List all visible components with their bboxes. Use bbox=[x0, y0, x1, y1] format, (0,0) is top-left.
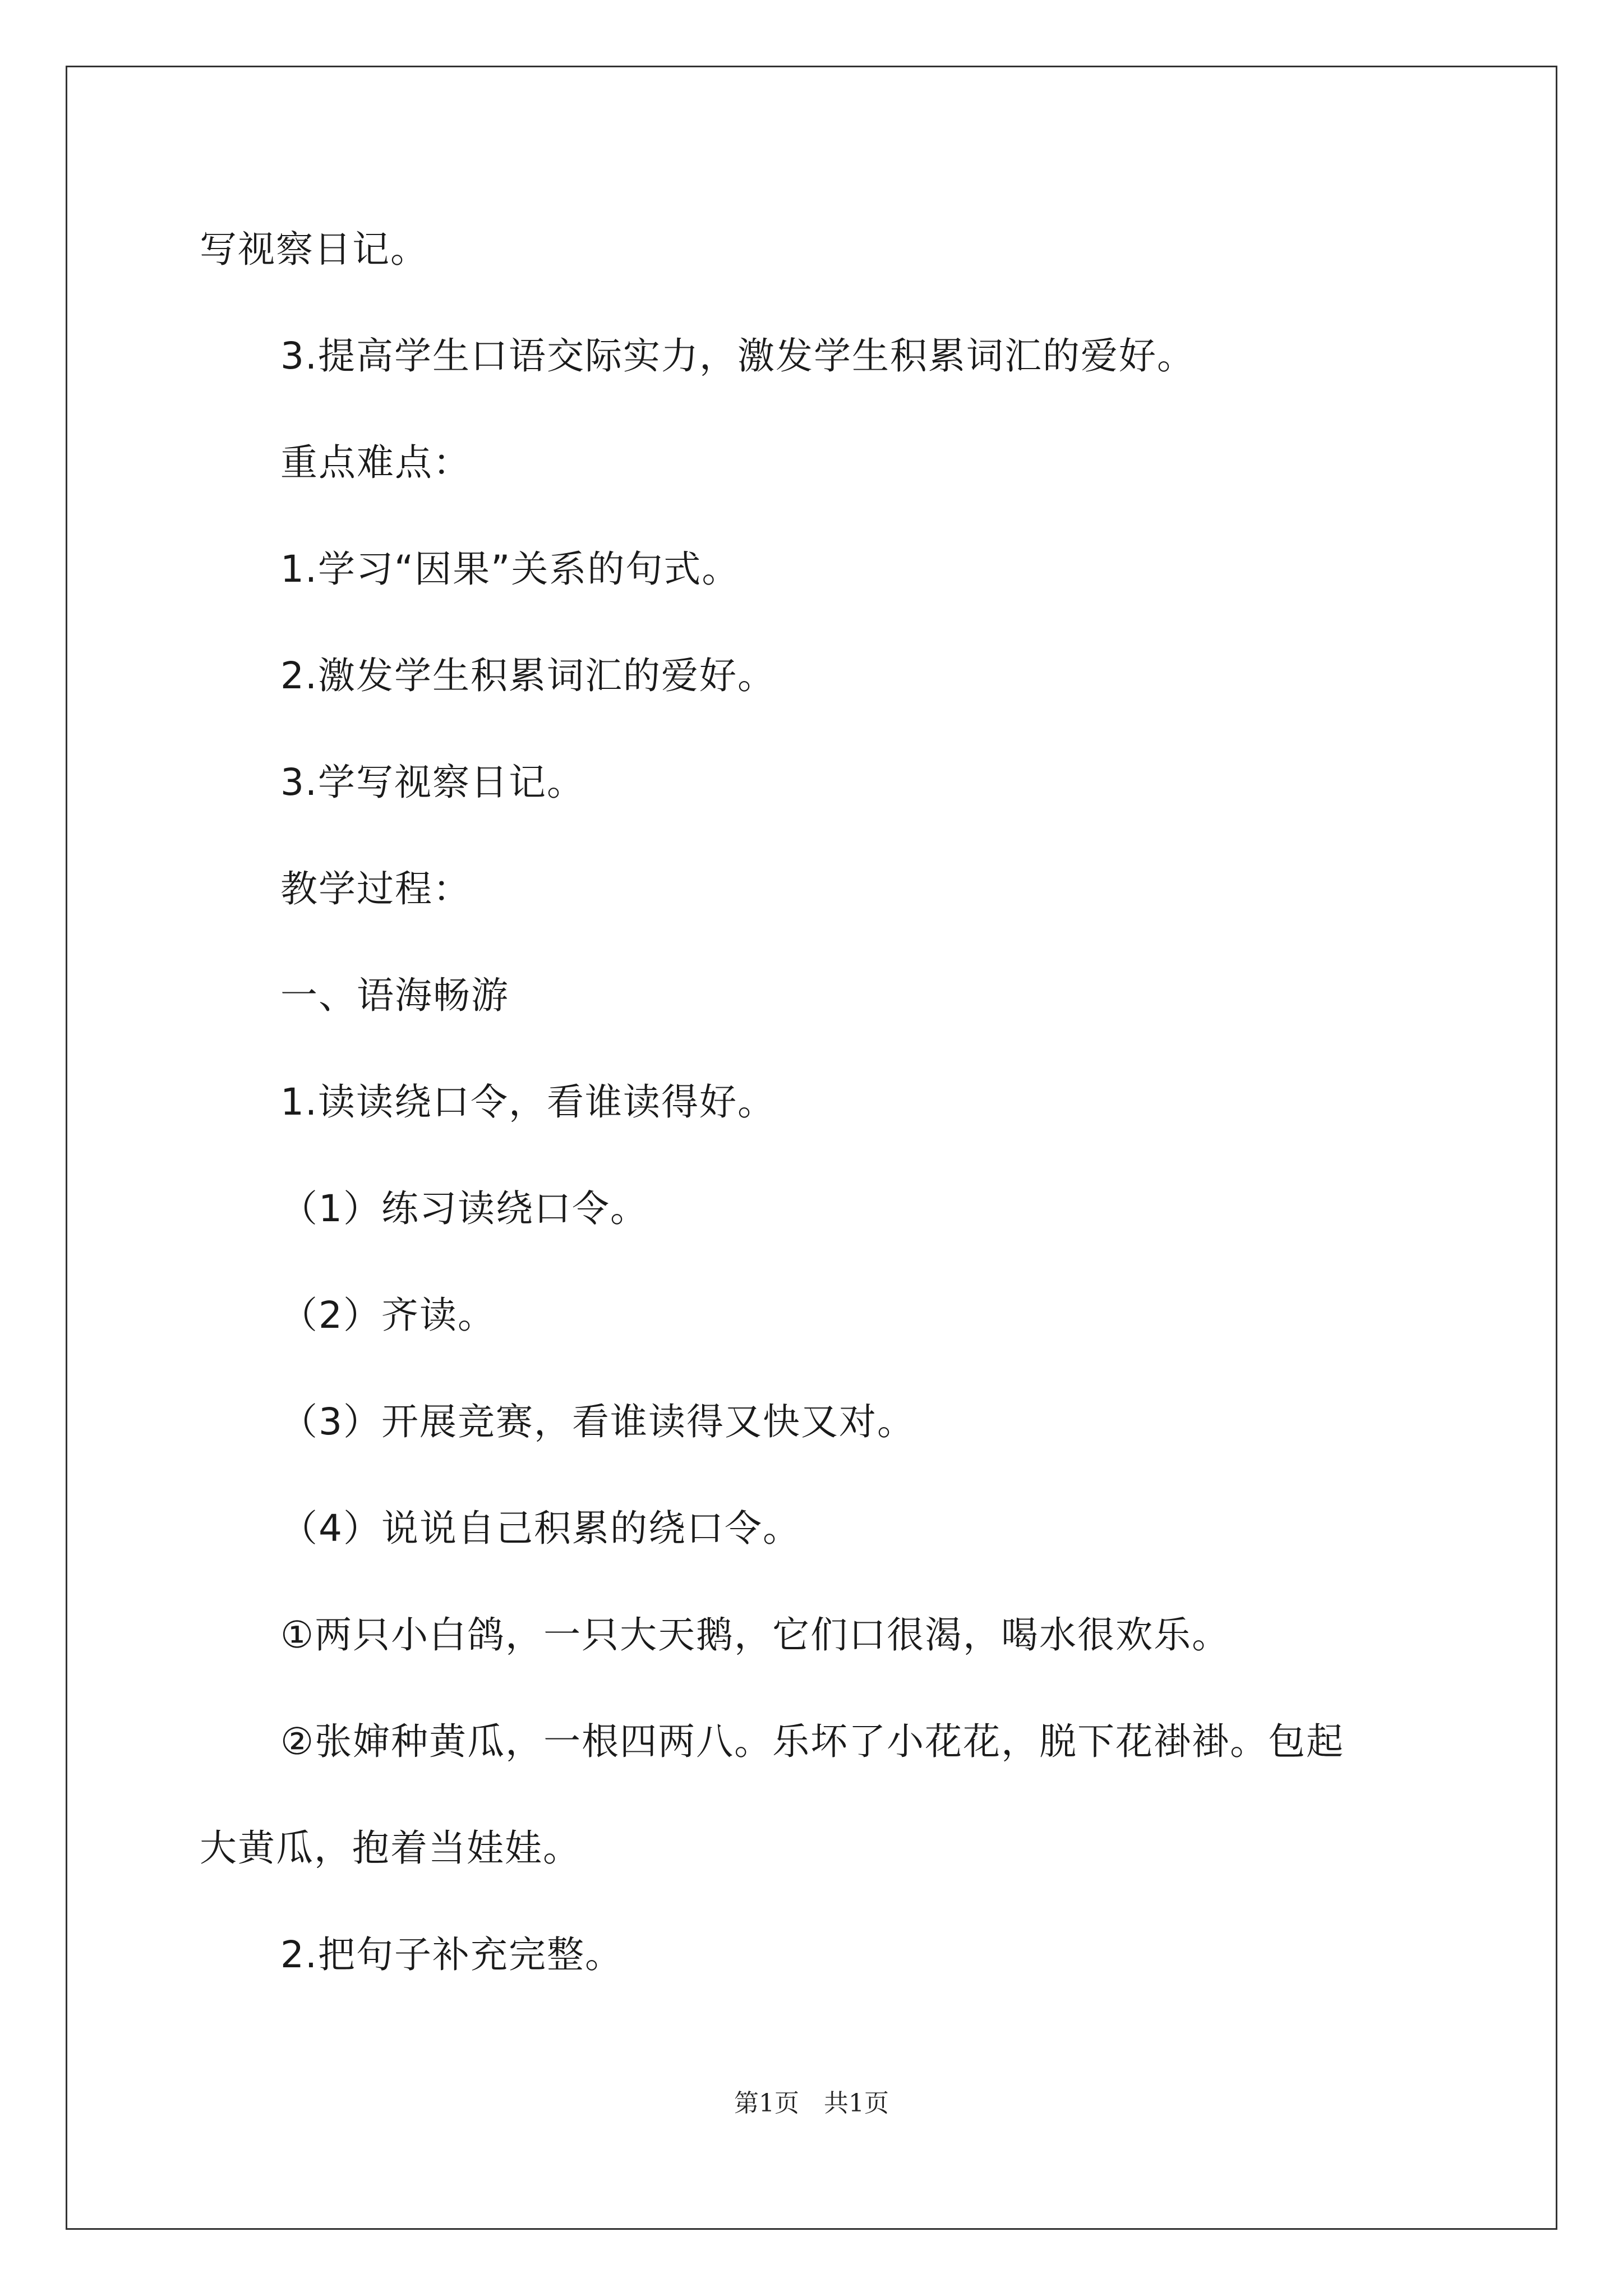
text-line: 一、语海畅游 bbox=[280, 974, 509, 1017]
page-border bbox=[66, 66, 1557, 2230]
text-line: （1）练习读绕口令。 bbox=[280, 1187, 648, 1230]
text-line: ①两只小白鸽，一只大天鹅，它们口很渴，喝水很欢乐。 bbox=[280, 1613, 1230, 1657]
text-line: （4）说说自己积累的绕口令。 bbox=[280, 1507, 801, 1550]
text-line: 1.学习“因果”关系的句式。 bbox=[280, 547, 740, 591]
text-line: 3.学写视察日记。 bbox=[280, 761, 585, 804]
text-line: 2.把句子补充完整。 bbox=[280, 1933, 623, 1976]
text-line: 重点难点： bbox=[280, 441, 471, 484]
text-line: 1.读读绕口令，看谁读得好。 bbox=[280, 1080, 776, 1124]
text-line: 写视察日记。 bbox=[200, 228, 428, 271]
text-line: ②张婶种黄瓜，一根四两八。乐坏了小花花，脱下花褂褂。包起 bbox=[280, 1720, 1345, 1763]
text-line: （2）齐读。 bbox=[280, 1294, 496, 1337]
text-line: 2.激发学生积累词汇的爱好。 bbox=[280, 654, 776, 697]
text-line: 3.提高学生口语交际实力，激发学生积累词汇的爱好。 bbox=[280, 334, 1195, 378]
text-line: 教学过程： bbox=[280, 867, 471, 910]
text-line: （3）开展竞赛，看谁读得又快又对。 bbox=[280, 1400, 915, 1443]
page-footer: 第1页 共1页 bbox=[734, 2089, 889, 2118]
text-line: 大黄瓜，抱着当娃娃。 bbox=[200, 1826, 581, 1870]
